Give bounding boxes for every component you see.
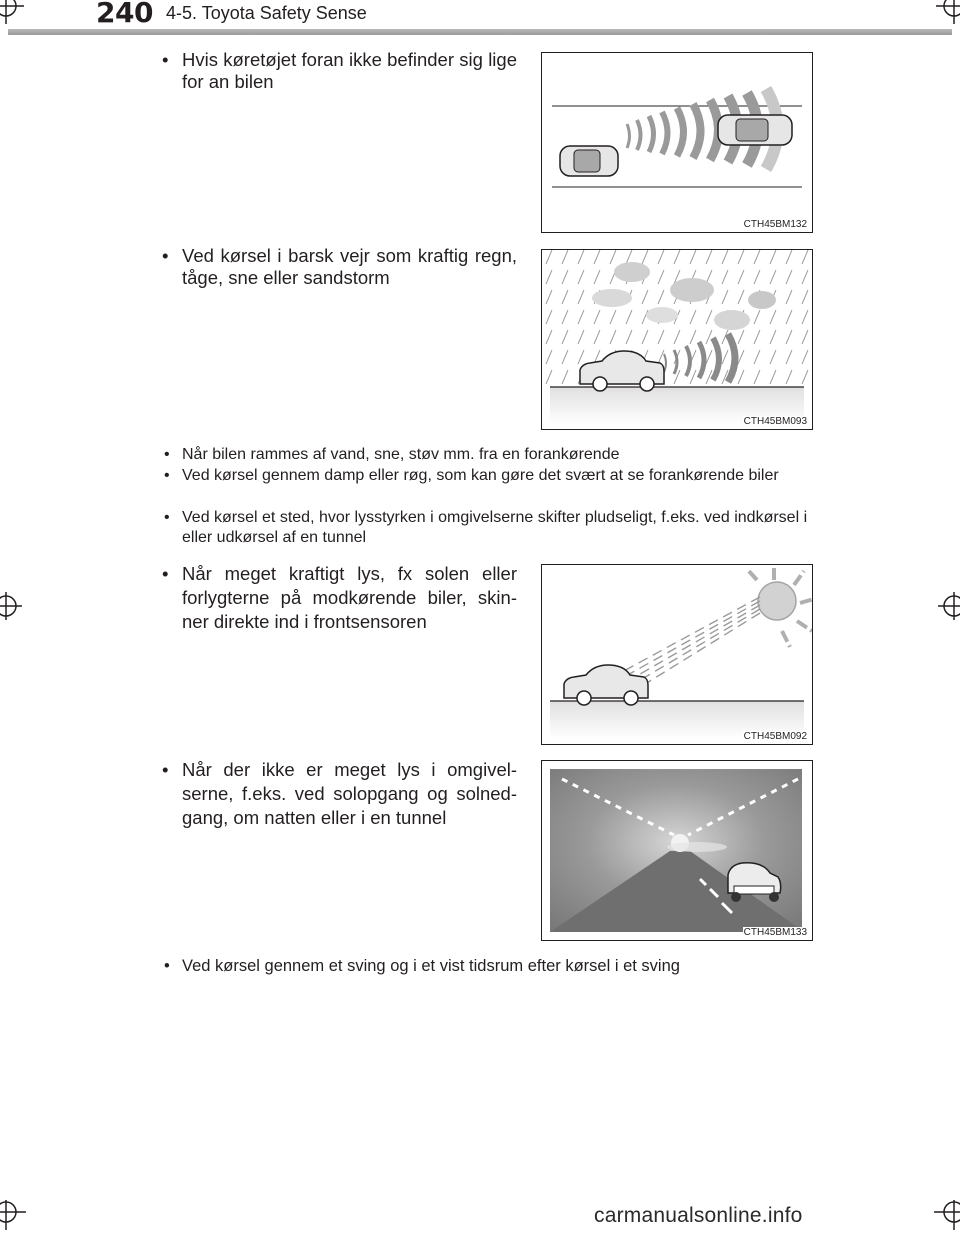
crop-mark-icon	[938, 592, 960, 620]
rain-illustration	[542, 250, 812, 429]
figure-tunnel	[541, 760, 813, 941]
crop-mark-icon	[0, 0, 24, 24]
own-car-icon	[560, 146, 618, 176]
list-item-text: Ved kørsel et sted, hvor lysstyrken i omgivelserne skifter pludseligt, f.eks. ved indkørsel i eller udkørsel af en tunnel	[182, 509, 808, 546]
bullet-text: Ved kørsel i barsk vejr som kraftig regn, tåge, sne eller sandstorm	[182, 245, 517, 288]
bullet-curve	[164, 956, 832, 976]
bullet-dot: •	[164, 509, 170, 526]
offset-vehicle-illustration	[542, 53, 812, 232]
crop-mark-icon	[936, 0, 960, 24]
bullet-preceding-not-ahead	[162, 49, 517, 93]
list-item-water	[164, 445, 832, 465]
bullet-text: Når der ikke er meget lys i omgivel-serne, f.eks. ved solopgang og solned-gang, om natten eller i en tunnel	[182, 759, 517, 828]
bullet-text: Når meget kraftigt lys, fx solen eller forlygterne på modkørende biler, skin-ner direkte ind i frontsensoren	[182, 563, 517, 632]
bullet-dot: •	[162, 563, 169, 584]
figure-bright-sun	[541, 564, 813, 745]
header-bar	[8, 29, 952, 35]
list-item-brightness	[164, 508, 832, 548]
figure-code: CTH45BM133	[743, 927, 807, 938]
figure-code: CTH45BM093	[743, 416, 807, 427]
crop-mark-icon	[0, 1200, 26, 1230]
bullet-dot: •	[162, 759, 169, 780]
bullet-dot: •	[162, 245, 169, 266]
bullet-text: Ved kørsel gennem et sving og i et vist tidsrum efter kørsel i et sving	[182, 957, 680, 975]
preceding-car-icon	[718, 115, 792, 145]
figure-code: CTH45BM092	[743, 731, 807, 742]
watermark: carmanualsonline.info	[594, 1204, 803, 1227]
sun-glare-illustration	[542, 565, 812, 744]
figure-bad-weather	[541, 249, 813, 430]
figure-offset-vehicle	[541, 52, 813, 233]
bullet-bright-light	[162, 562, 517, 634]
list-item-steam	[164, 466, 832, 486]
bullet-dot: •	[164, 467, 170, 484]
bullet-dot: •	[162, 49, 169, 70]
tunnel-illustration	[542, 761, 812, 940]
bullet-dot: •	[164, 957, 170, 975]
list-item-text: Når bilen rammes af vand, sne, støv mm. fra en forankørende	[182, 446, 620, 463]
page-number: 240	[96, 0, 153, 29]
list-item-text: Ved kørsel gennem damp eller røg, som kan gøre det svært at se forankørende biler	[182, 467, 779, 484]
crop-mark-icon	[0, 592, 22, 620]
bullet-bad-weather	[162, 245, 517, 289]
bullet-dot: •	[164, 446, 170, 463]
car-side-icon	[564, 665, 648, 705]
figure-code: CTH45BM132	[743, 219, 807, 230]
bullet-low-light	[162, 758, 517, 830]
section-title: 4-5. Toyota Safety Sense	[166, 3, 367, 23]
bullet-text: Hvis køretøjet foran ikke befinder sig lige for an bilen	[182, 49, 517, 92]
crop-mark-icon	[934, 1200, 960, 1230]
